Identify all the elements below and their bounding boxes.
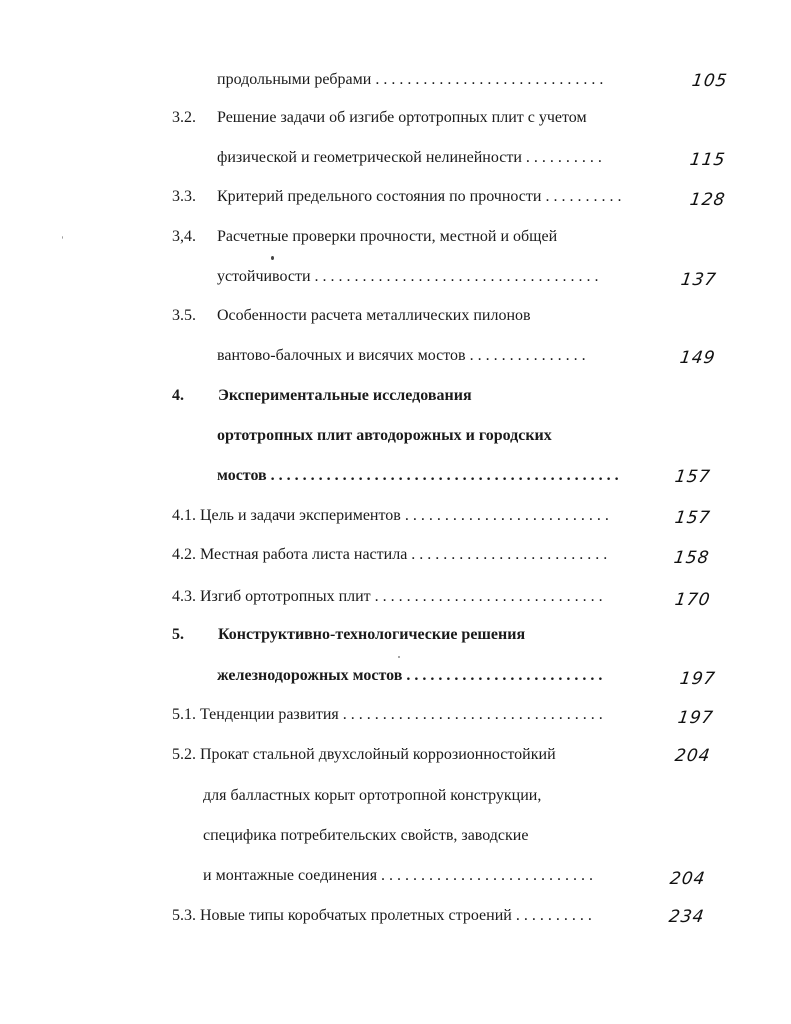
toc-line-text: 4.3. Изгиб ортотропных плит . . . . . . . . . . . . . . . . . . . . . . . . . . . . . [172,588,603,605]
toc-page-number: 234 [667,907,706,927]
toc-section-number: 3.3. [172,188,196,205]
toc-line-text: Решение задачи об изгибе ортотропных плит с учетом [217,109,587,126]
toc-line-text: 5.2. Прокат стальной двухслойный коррозионностойкий [172,746,556,763]
toc-section-number: 3.5. [172,307,196,324]
toc-line-text: железнодорожных мостов . . . . . . . . . . . . . . . . . . . . . . . . . [217,667,603,684]
toc-page-number: 204 [668,869,707,889]
toc-page-number: 170 [673,590,712,610]
toc-line-text: Особенности расчета металлических пилонов [217,307,531,324]
toc-section-number: 3,4. [172,228,196,245]
toc-page-number: 197 [678,669,717,689]
toc-page-number: 115 [688,150,727,170]
toc-chapter-number: 4. [172,387,184,404]
toc-page-number: 157 [673,508,712,528]
toc-line-text: специфика потребительских свойств, заводские [203,827,529,844]
toc-page-number: 149 [678,348,717,368]
toc-line-text: устойчивости . . . . . . . . . . . . . . . . . . . . . . . . . . . . . . . . . . . . [217,268,599,285]
toc-page-number: 204 [673,746,712,766]
toc-line-text: Критерий предельного состояния по прочности . . . . . . . . . . [217,188,622,205]
toc-chapter-title: Конструктивно-технологические решения [218,626,526,643]
toc-line-text: продольными ребрами . . . . . . . . . . . . . . . . . . . . . . . . . . . . . [217,71,604,88]
toc-line-text: 4.1. Цель и задачи экспериментов . . . . . . . . . . . . . . . . . . . . . . . . . . [172,507,609,524]
toc-line-text: и монтажные соединения . . . . . . . . . . . . . . . . . . . . . . . . . . . [203,867,594,884]
toc-section-number: 3.2. [172,109,196,126]
toc-chapter-title: Экспериментальные исследования [218,387,472,404]
toc-line-text: для балластных корыт ортотропной конструкции, [203,787,542,804]
toc-line-text: мостов . . . . . . . . . . . . . . . . . . . . . . . . . . . . . . . . . . . . . . . . . . . . [217,467,619,484]
toc-page-number: 158 [672,548,711,568]
scan-speck [398,656,400,658]
toc-line-text: 4.2. Местная работа листа настила . . . . . . . . . . . . . . . . . . . . . . . . . [172,546,608,563]
toc-chapter-number: 5. [172,626,184,643]
toc-page-number: 105 [690,71,729,91]
toc-line-text: Расчетные проверки прочности, местной и общей [217,228,558,245]
toc-line-text: 5.3. Новые типы коробчатых пролетных строений . . . . . . . . . . [172,907,592,924]
toc-line-text: вантово-балочных и висячих мостов . . . . . . . . . . . . . . . [217,347,586,364]
toc-page-number: 197 [676,708,715,728]
toc-line-text: 5.1. Тенденции развития . . . . . . . . . . . . . . . . . . . . . . . . . . . . . . . . . [172,706,603,723]
toc-page-number: 128 [688,190,727,210]
toc-chapter-title: ортотропных плит автодорожных и городских [217,427,552,444]
scan-speck [271,256,274,260]
toc-page-number: 157 [673,467,712,487]
toc-line-text: физической и геометрической нелинейности . . . . . . . . . . [217,149,602,166]
toc-page-number: 137 [679,270,718,290]
scan-speck [62,236,63,239]
